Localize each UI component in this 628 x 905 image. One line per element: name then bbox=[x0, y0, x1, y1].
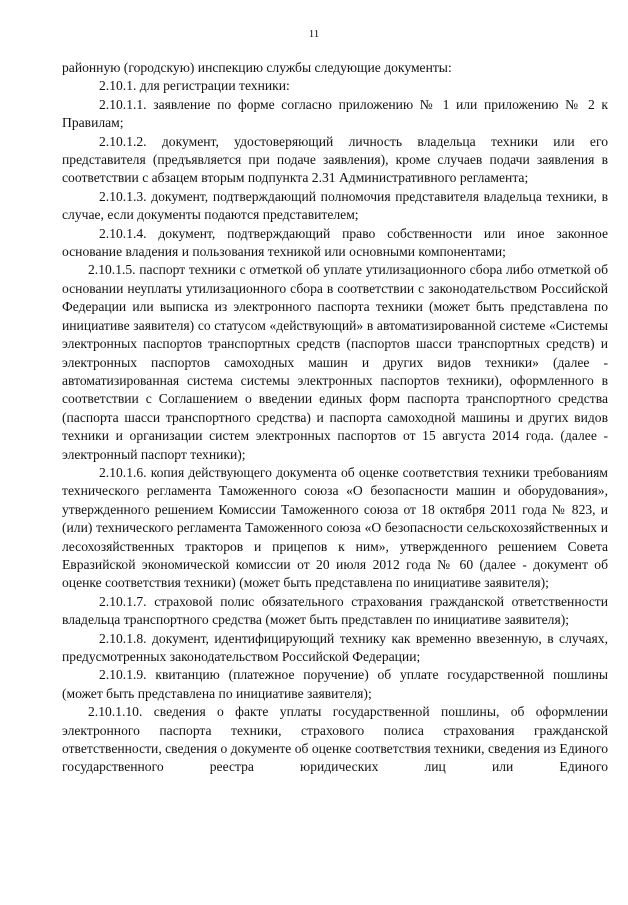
paragraph-2-10-1-9: 2.10.1.9. квитанцию (платежное поручение) об уплате государственной пошлины (может быть представлена по инициативе заявителя); bbox=[62, 667, 608, 701]
paragraph-intro: районную (городскую) инспекцию службы следующие документы: bbox=[62, 60, 452, 75]
paragraph-2-10-1: 2.10.1. для регистрации техники: bbox=[99, 78, 290, 94]
paragraph-2-10-1-4: 2.10.1.4. документ, подтверждающий право собственности или иное законное основание владения и пользования техникой или основными компонентами; bbox=[62, 225, 608, 260]
paragraph-2-10-1-8: 2.10.1.8. документ, идентифицирующий технику как временно ввезенную, в случаях, предусмотренных законодательством Российской Федерации; bbox=[62, 630, 608, 664]
document-body bbox=[62, 59, 608, 777]
paragraph-2-10-1-3: 2.10.1.3. документ, подтверждающий полномочия представителя владельца техники, в случае, если документы подаются представителем; bbox=[62, 188, 608, 223]
paragraph-2-10-1-5: 2.10.1.5. паспорт техники с отметкой об уплате утилизационного сбора либо отметкой об основании неуплаты утилизационного сбора в соответствии с законодательством Российской Федерации или выписка из электронного паспорта техники (может быть представлена по инициативе заявителя) со статусом «действующий» в автоматизированной системе «Системы электронных паспортов транспортных средств (паспортов шасси транспортных средств) и электронных паспортов самоходных машин и других видов техники» (далее - автоматизированная система системы электронных паспортов техники), оформленного в соответствии с Соглашением о введении единых форм паспорта транспортного средства (паспорта шасси транспортного средства) и паспорта самоходной машины и других видов техники и организации систем электронных паспортов от 15 августа 2014 года. (далее - электронный паспорт техники); bbox=[62, 262, 608, 462]
paragraph-2-10-1-6: 2.10.1.6. копия действующего документа об оценке соответствия техники требованиям технического регламента Таможенного союза «О безопасности машин и оборудования», утвержденного решением Комиссии Таможенного союза от 18 октября 2011 года № 823, и (или) технического регламента Таможенного союза «О безопасности сельскохозяйственных и лесохозяйственных тракторов и прицепов к ним», утвержденного решением Совета Евразийской экономической комиссии от 20 июля 2012 года № 60 (далее - документ об оценке соответствия техники) (может быть представлена по инициативе заявителя); bbox=[62, 464, 608, 591]
paragraph-2-10-1-7: 2.10.1.7. страховой полис обязательного страхования гражданской ответственности владельца транспортного средства (может быть представлен по инициативе заявителя); bbox=[62, 593, 608, 628]
page-number: 11 bbox=[308, 28, 320, 40]
paragraph-2-10-1-1: 2.10.1.1. заявление по форме согласно приложению № 1 или приложению № 2 к Правилам; bbox=[62, 96, 608, 131]
paragraph-2-10-1-10: 2.10.1.10. сведения о факте уплаты государственной пошлины, об оформлении электронного паспорта техники, страхового полиса страхования гражданской ответственности, сведения о документе об оценке соответствия техники, сведения из Единого государственного реестра юридических лиц или Единого bbox=[62, 704, 608, 775]
paragraph-2-10-1-2: 2.10.1.2. документ, удостоверяющий личность владельца техники или его представителя (предъявляется при подаче заявления), кроме случаев подачи заявления в соответствии с абзацем вторым подпункта 2.31 Административного регламента; bbox=[62, 133, 608, 186]
